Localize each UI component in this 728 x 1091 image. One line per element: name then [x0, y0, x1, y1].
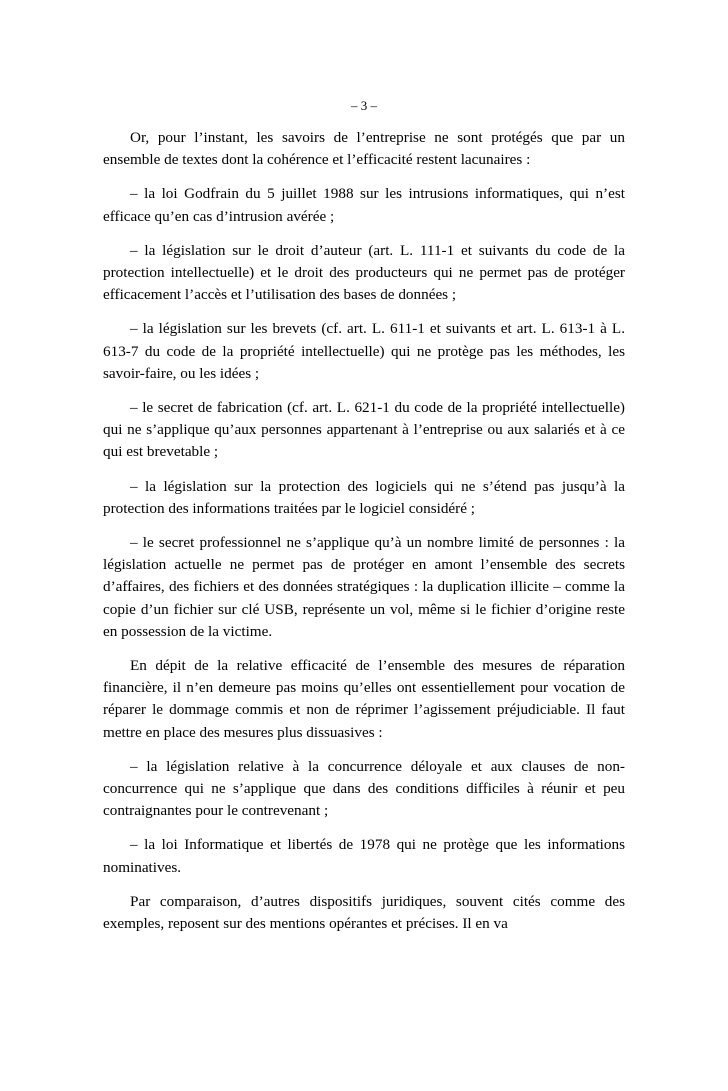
list-item-concurrence-deloyale: – la législation relative à la concurrence déloyale et aux clauses de non-concurrence qui ne s’applique que dans des conditions difficiles à réunir et peu contraignantes pour le contrevenant ; [103, 757, 625, 820]
paragraph-intro: Or, pour l’instant, les savoirs de l’entreprise ne sont protégés que par un ensemble de textes dont la cohérence et l’efficacité restent lacunaires : [103, 129, 625, 169]
list-item-logiciels: – la législation sur la protection des logiciels qui ne s’étend pas jusqu’à la protection des informations traitées par le logiciel considéré ; [103, 477, 625, 517]
paragraph-comparaison: Par comparaison, d’autres dispositifs juridiques, souvent cités comme des exemples, reposent sur des mentions opérantes et précises. Il en va [103, 892, 625, 933]
list-item-loi-godfrain: – la loi Godfrain du 5 juillet 1988 sur les intrusions informatiques, qui n’est efficace qu’en cas d’intrusion avérée ; [103, 185, 625, 225]
list-item-informatique-libertes: – la loi Informatique et libertés de 1978 qui ne protège que les informations nominatives. [103, 836, 625, 876]
paragraph-reparation: En dépit de la relative efficacité de l’ensemble des mesures de réparation financière, il n’en demeure pas moins qu’elles ont essentiellement pour vocation de réparer le dommage commis et non de réprimer l’agissement préjudiciable. Il faut mettre en place des mesures plus dissuasives : [103, 657, 625, 741]
body-text [103, 127, 625, 947]
page-number: – 3 – [351, 98, 377, 113]
list-item-brevets: – la législation sur les brevets (cf. art. L. 611-1 et suivants et art. L. 613-1 à L. 613-7 du code de la propriété intellectuelle) qui ne protège pas les méthodes, les savoir-faire, ou les idées ; [103, 320, 625, 382]
list-item-secret-professionnel: – le secret professionnel ne s’applique qu’à un nombre limité de personnes : la législation actuelle ne permet pas de protéger en amont l’ensemble des secrets d’affaires, des fichiers et des données stratégiques : la duplication illicite – comme la copie d’un fichier sur clé USB, représente un vol, même si le fichier d’origine reste en possession de la victime. [103, 534, 625, 640]
list-item-secret-fabrication: – le secret de fabrication (cf. art. L. 621-1 du code de la propriété intellectuelle) qui ne s’applique qu’aux personnes appartenant à l’entreprise ou aux salariés et à ce qui est brevetable ; [103, 399, 625, 461]
list-item-droit-auteur: – la législation sur le droit d’auteur (art. L. 111-1 et suivants du code de la protection intellectuelle) et le droit des producteurs qui ne permet pas de protéger efficacement l’accès et l’utilisation des bases de données ; [103, 241, 625, 304]
